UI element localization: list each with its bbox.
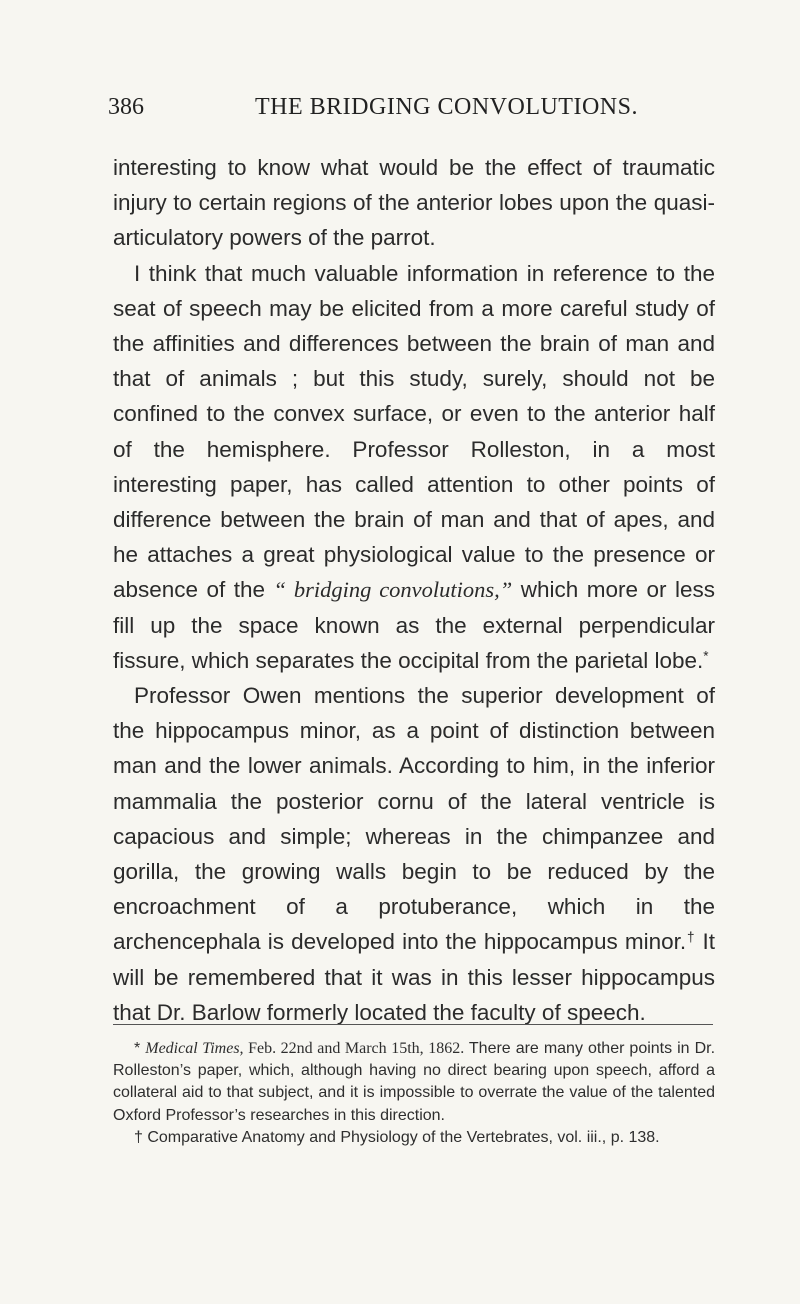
- footnote-1-mark: *: [134, 1040, 146, 1057]
- footnote-1-date: Feb. 22nd and March 15th, 1862.: [243, 1040, 465, 1057]
- paragraph-2: [113, 256, 715, 678]
- footnote-2: [113, 1127, 715, 1149]
- paragraph-1: [113, 150, 715, 256]
- footnote-1: [113, 1038, 715, 1127]
- paragraph-3: [113, 678, 715, 1030]
- body-text: [113, 150, 715, 1030]
- footnote-ref-1[interactable]: *: [703, 648, 709, 664]
- footnote-2-text: Comparative Anatomy and Physiology of the Vertebrates, vol. iii., p. 138.: [147, 1128, 660, 1146]
- paragraph-2-text-b: which more or less fill up the space known as the external perpendicular fissure, which separates the occipital from the parietal lobe.: [113, 577, 715, 673]
- running-title: THE BRIDGING CONVOLUTIONS.: [255, 94, 638, 120]
- paragraph-2-text-a: I think that much valuable information in reference to the seat of speech may be elicited from a more careful study of the affinities and differences between the brain of man and that of animals ; but this study, surely, should not be confined to the convex surface, or even to the anterior half of the hemisphere. Professor Rolleston, in a most interesting paper, has called attention to other points of difference between the brain of man and that of apes, and he attaches a great physiological value to the presence or absence of the: [113, 260, 715, 603]
- footnotes: [113, 1038, 715, 1149]
- running-head: [108, 94, 708, 128]
- footnote-1-source: Medical Times,: [145, 1040, 244, 1057]
- page-number: 386: [108, 94, 144, 120]
- footnote-ref-2[interactable]: †: [686, 930, 696, 946]
- footnote-1-text: There are many other points in Dr. Rolleston’s paper, which, although having no direct bearing upon speech, afford a collateral aid to that subject, and it is impossible to overrate the value of the talented Oxford Professor’s researches in this direction.: [113, 1040, 716, 1124]
- paragraph-1-text: interesting to know what would be the effect of traumatic injury to certain regions of the anterior lobes upon the quasi-articulatory powers of the parrot.: [113, 155, 715, 251]
- bridging-convolutions-term: “ bridging convolutions,”: [273, 577, 513, 603]
- footnote-2-mark: †: [134, 1128, 148, 1146]
- footnote-rule: [113, 1024, 713, 1025]
- paragraph-3-text-a: Professor Owen mentions the superior development of the hippocampus minor, as a point of distinction between man and the lower animals. According to him, in the inferior mammalia the posterior cornu of the lateral ventricle is capacious and simple; whereas in the chimpanzee and gorilla, the growing walls begin to be reduced by the encroachment of a protuberance, which in the archencephala is developed into the hippocampus minor.: [113, 683, 715, 955]
- paragraph-3-text-b: It will be remembered that it was in this lesser hippocampus that Dr. Barlow formerly located the faculty of speech.: [113, 929, 716, 1025]
